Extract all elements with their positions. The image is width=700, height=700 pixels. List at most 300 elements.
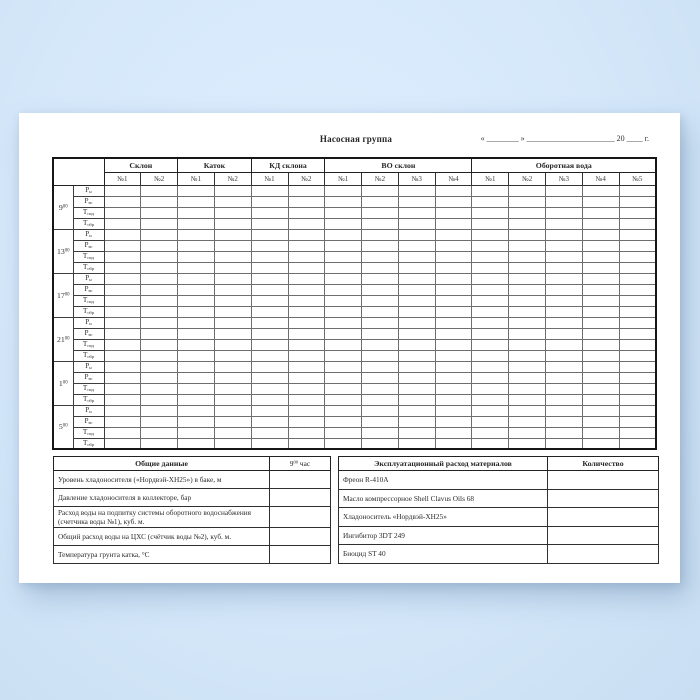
reading-cell — [104, 273, 141, 284]
reading-cell — [472, 416, 509, 427]
reading-cell — [582, 240, 619, 251]
quantity-header: Количество — [548, 457, 659, 471]
material-row-label: Фреон R-410A — [339, 471, 548, 490]
reading-cell — [325, 416, 362, 427]
reading-cell — [619, 207, 656, 218]
parameter-label: $Р_н$ — [73, 273, 104, 284]
reading-cell — [288, 427, 325, 438]
reading-cell — [362, 306, 399, 317]
reading-cell — [251, 273, 288, 284]
reading-cell — [214, 438, 251, 449]
reading-cell — [435, 196, 472, 207]
reading-cell — [398, 438, 435, 449]
parameter-label: $Т_{обр}$ — [73, 218, 104, 229]
reading-cell — [619, 339, 656, 350]
reading-cell — [509, 273, 546, 284]
reading-cell — [214, 416, 251, 427]
parameter-label: $Т_{обр}$ — [73, 438, 104, 449]
reading-cell — [435, 405, 472, 416]
reading-cell — [398, 284, 435, 295]
reading-cell — [141, 207, 178, 218]
reading-cell — [251, 196, 288, 207]
reading-cell — [214, 383, 251, 394]
reading-cell — [546, 229, 583, 240]
reading-cell — [178, 372, 215, 383]
reading-cell — [141, 438, 178, 449]
parameter-label: $Р_{вс}$ — [73, 372, 104, 383]
date-close-quote: » — [520, 134, 525, 143]
reading-cell — [509, 262, 546, 273]
reading-cell — [288, 317, 325, 328]
reading-cell — [472, 207, 509, 218]
reading-cell — [509, 405, 546, 416]
reading-cell — [362, 350, 399, 361]
reading-cell — [398, 251, 435, 262]
reading-cell — [582, 284, 619, 295]
reading-cell — [288, 416, 325, 427]
reading-cell — [141, 196, 178, 207]
reading-cell — [288, 273, 325, 284]
reading-cell — [398, 262, 435, 273]
reading-cell — [325, 273, 362, 284]
reading-cell — [398, 196, 435, 207]
reading-cell — [214, 350, 251, 361]
reading-cell — [398, 394, 435, 405]
material-quantity-cell — [548, 489, 659, 508]
reading-cell — [472, 306, 509, 317]
reading-cell — [104, 196, 141, 207]
reading-cell — [472, 218, 509, 229]
reading-cell — [104, 350, 141, 361]
time-label: $17^{00}$ — [53, 273, 73, 317]
reading-cell — [398, 273, 435, 284]
reading-cell — [325, 405, 362, 416]
reading-cell — [214, 372, 251, 383]
general-row-label: Расход воды на подпитку системы оборотного водоснабжения (счетчика воды №1), куб. м. — [54, 507, 270, 528]
reading-cell — [546, 405, 583, 416]
reading-cell — [435, 240, 472, 251]
reading-cell — [509, 207, 546, 218]
reading-cell — [362, 218, 399, 229]
general-row-label: Температура грунта катка, °С — [54, 546, 270, 564]
reading-cell — [509, 218, 546, 229]
reading-cell — [325, 361, 362, 372]
reading-cell — [435, 438, 472, 449]
reading-cell — [546, 273, 583, 284]
reading-cell — [288, 328, 325, 339]
reading-cell — [288, 372, 325, 383]
reading-cell — [178, 218, 215, 229]
reading-cell — [104, 262, 141, 273]
reading-cell — [509, 394, 546, 405]
reading-cell — [104, 240, 141, 251]
reading-cell — [619, 350, 656, 361]
reading-cell — [362, 317, 399, 328]
reading-cell — [178, 185, 215, 196]
reading-cell — [546, 438, 583, 449]
reading-cell — [509, 383, 546, 394]
material-row-label: Хладоноситель «Нордвэй-ХН25» — [339, 508, 548, 527]
reading-cell — [104, 361, 141, 372]
reading-cell — [362, 273, 399, 284]
reading-cell — [214, 394, 251, 405]
reading-cell — [362, 185, 399, 196]
parameter-label: $Т_{обр}$ — [73, 306, 104, 317]
reading-cell — [141, 262, 178, 273]
reading-cell — [362, 405, 399, 416]
general-value-cell — [270, 489, 331, 507]
reading-cell — [435, 350, 472, 361]
reading-cell — [509, 372, 546, 383]
reading-cell — [472, 405, 509, 416]
reading-cell — [178, 427, 215, 438]
reading-cell — [141, 394, 178, 405]
reading-cell — [251, 383, 288, 394]
column-number-header: №1 — [104, 172, 141, 185]
reading-cell — [619, 306, 656, 317]
reading-cell — [398, 361, 435, 372]
reading-cell — [251, 317, 288, 328]
parameter-label: $Р_н$ — [73, 361, 104, 372]
reading-cell — [509, 229, 546, 240]
reading-cell — [362, 383, 399, 394]
reading-cell — [141, 350, 178, 361]
reading-cell — [251, 427, 288, 438]
reading-cell — [325, 394, 362, 405]
reading-cell — [619, 262, 656, 273]
reading-cell — [325, 427, 362, 438]
reading-cell — [214, 427, 251, 438]
reading-cell — [398, 383, 435, 394]
reading-cell — [178, 339, 215, 350]
reading-cell — [619, 328, 656, 339]
reading-cell — [582, 383, 619, 394]
date-day-blank: ________ — [486, 134, 519, 143]
reading-cell — [435, 273, 472, 284]
reading-cell — [546, 372, 583, 383]
reading-cell — [398, 240, 435, 251]
parameter-label: $Р_{вс}$ — [73, 196, 104, 207]
readings-table — [52, 157, 657, 450]
column-group-header: ВО склон — [325, 158, 472, 172]
reading-cell — [141, 229, 178, 240]
general-row-label: Давление хладоносителя в коллекторе, бар — [54, 489, 270, 507]
reading-cell — [214, 284, 251, 295]
reading-cell — [251, 240, 288, 251]
column-group-header: Склон — [104, 158, 178, 172]
reading-cell — [214, 240, 251, 251]
reading-cell — [141, 427, 178, 438]
reading-cell — [104, 383, 141, 394]
reading-cell — [546, 427, 583, 438]
reading-cell — [509, 438, 546, 449]
reading-cell — [509, 427, 546, 438]
reading-cell — [141, 339, 178, 350]
reading-cell — [325, 438, 362, 449]
reading-cell — [362, 262, 399, 273]
reading-cell — [398, 405, 435, 416]
reading-cell — [435, 317, 472, 328]
reading-cell — [472, 273, 509, 284]
reading-cell — [362, 207, 399, 218]
reading-cell — [288, 207, 325, 218]
reading-cell — [288, 438, 325, 449]
reading-cell — [435, 372, 472, 383]
reading-cell — [546, 328, 583, 339]
reading-cell — [398, 372, 435, 383]
reading-cell — [509, 339, 546, 350]
reading-cell — [398, 328, 435, 339]
reading-cell — [362, 251, 399, 262]
parameter-label: $Р_{вс}$ — [73, 328, 104, 339]
reading-cell — [178, 383, 215, 394]
reading-cell — [619, 229, 656, 240]
date-open-quote: « — [480, 134, 485, 143]
reading-cell — [251, 328, 288, 339]
reading-cell — [435, 394, 472, 405]
reading-cell — [362, 196, 399, 207]
reading-cell — [104, 405, 141, 416]
reading-cell — [619, 185, 656, 196]
reading-cell — [435, 284, 472, 295]
reading-cell — [178, 295, 215, 306]
reading-cell — [582, 427, 619, 438]
reading-cell — [546, 218, 583, 229]
reading-cell — [472, 240, 509, 251]
reading-cell — [582, 339, 619, 350]
reading-cell — [251, 185, 288, 196]
general-row-label: Уровень хладоносителя («Нордвэй-ХН25») в баке, м — [54, 471, 270, 489]
reading-cell — [325, 306, 362, 317]
parameter-label: $Т_{под}$ — [73, 383, 104, 394]
reading-cell — [288, 350, 325, 361]
column-group-header: Каток — [178, 158, 252, 172]
parameter-label: $Р_н$ — [73, 185, 104, 196]
reading-cell — [546, 207, 583, 218]
column-number-header: №3 — [398, 172, 435, 185]
reading-cell — [214, 251, 251, 262]
reading-cell — [325, 185, 362, 196]
reading-cell — [582, 394, 619, 405]
materials-table — [338, 456, 659, 564]
reading-cell — [509, 306, 546, 317]
parameter-label: $Т_{под}$ — [73, 339, 104, 350]
reading-cell — [288, 284, 325, 295]
reading-cell — [325, 295, 362, 306]
material-quantity-cell — [548, 508, 659, 527]
column-number-header: №4 — [435, 172, 472, 185]
reading-cell — [288, 394, 325, 405]
reading-cell — [251, 350, 288, 361]
reading-cell — [178, 229, 215, 240]
reading-cell — [214, 339, 251, 350]
reading-cell — [546, 306, 583, 317]
reading-cell — [619, 405, 656, 416]
reading-cell — [619, 240, 656, 251]
reading-cell — [509, 361, 546, 372]
material-quantity-cell — [548, 545, 659, 564]
document-title: Насосная группа — [319, 134, 393, 144]
time-label: $13^{00}$ — [53, 229, 73, 273]
parameter-label: $Т_{под}$ — [73, 251, 104, 262]
reading-cell — [325, 207, 362, 218]
reading-cell — [104, 328, 141, 339]
reading-cell — [141, 284, 178, 295]
reading-cell — [251, 361, 288, 372]
reading-cell — [435, 251, 472, 262]
reading-cell — [619, 295, 656, 306]
date-year-suffix: г. — [644, 134, 649, 143]
reading-cell — [288, 185, 325, 196]
reading-cell — [288, 295, 325, 306]
reading-cell — [398, 218, 435, 229]
reading-cell — [582, 306, 619, 317]
reading-cell — [509, 251, 546, 262]
reading-cell — [582, 251, 619, 262]
reading-cell — [509, 317, 546, 328]
reading-cell — [472, 251, 509, 262]
reading-cell — [141, 405, 178, 416]
reading-cell — [325, 372, 362, 383]
reading-cell — [435, 416, 472, 427]
reading-cell — [251, 229, 288, 240]
reading-cell — [509, 284, 546, 295]
reading-cell — [141, 361, 178, 372]
reading-cell — [472, 295, 509, 306]
reading-cell — [141, 372, 178, 383]
reading-cell — [214, 273, 251, 284]
reading-cell — [619, 372, 656, 383]
reading-cell — [178, 196, 215, 207]
reading-cell — [619, 427, 656, 438]
reading-cell — [435, 306, 472, 317]
reading-cell — [472, 427, 509, 438]
reading-cell — [362, 427, 399, 438]
reading-cell — [214, 207, 251, 218]
parameter-label: $Т_{обр}$ — [73, 394, 104, 405]
parameter-label: $Т_{обр}$ — [73, 262, 104, 273]
reading-cell — [435, 361, 472, 372]
reading-cell — [472, 361, 509, 372]
reading-cell — [178, 438, 215, 449]
reading-cell — [398, 317, 435, 328]
reading-cell — [582, 218, 619, 229]
material-row-label: Ингибитор 3DT 249 — [339, 526, 548, 545]
reading-cell — [509, 295, 546, 306]
reading-cell — [288, 196, 325, 207]
reading-cell — [288, 251, 325, 262]
reading-cell — [251, 339, 288, 350]
reading-cell — [362, 328, 399, 339]
reading-cell — [435, 185, 472, 196]
reading-cell — [472, 262, 509, 273]
time-label: $9^{00}$ — [53, 185, 73, 229]
reading-cell — [362, 240, 399, 251]
reading-cell — [325, 350, 362, 361]
reading-cell — [509, 416, 546, 427]
reading-cell — [472, 383, 509, 394]
reading-cell — [104, 339, 141, 350]
reading-cell — [398, 427, 435, 438]
reading-cell — [619, 273, 656, 284]
reading-cell — [435, 218, 472, 229]
reading-cell — [325, 218, 362, 229]
column-number-header: №4 — [582, 172, 619, 185]
reading-cell — [141, 240, 178, 251]
reading-cell — [141, 317, 178, 328]
reading-cell — [582, 361, 619, 372]
reading-cell — [141, 328, 178, 339]
reading-cell — [582, 372, 619, 383]
reading-cell — [619, 361, 656, 372]
parameter-label: $Р_н$ — [73, 229, 104, 240]
reading-cell — [509, 240, 546, 251]
column-number-header: №2 — [288, 172, 325, 185]
reading-cell — [104, 284, 141, 295]
reading-cell — [472, 229, 509, 240]
corner-cell — [53, 158, 104, 185]
column-number-header: №1 — [472, 172, 509, 185]
reading-cell — [546, 383, 583, 394]
reading-cell — [582, 262, 619, 273]
reading-cell — [104, 317, 141, 328]
general-value-cell — [270, 507, 331, 528]
column-number-header: №2 — [141, 172, 178, 185]
reading-cell — [325, 229, 362, 240]
reading-cell — [178, 306, 215, 317]
reading-cell — [214, 405, 251, 416]
reading-cell — [104, 394, 141, 405]
reading-cell — [362, 361, 399, 372]
reading-cell — [582, 438, 619, 449]
reading-cell — [546, 394, 583, 405]
reading-cell — [325, 328, 362, 339]
reading-cell — [325, 251, 362, 262]
reading-cell — [509, 328, 546, 339]
reading-cell — [619, 196, 656, 207]
reading-cell — [178, 207, 215, 218]
reading-cell — [546, 240, 583, 251]
reading-cell — [362, 284, 399, 295]
reading-cell — [288, 339, 325, 350]
reading-cell — [214, 306, 251, 317]
reading-cell — [214, 185, 251, 196]
reading-cell — [546, 339, 583, 350]
general-data-table — [53, 456, 331, 564]
reading-cell — [104, 251, 141, 262]
reading-cell — [104, 207, 141, 218]
reading-cell — [251, 284, 288, 295]
reading-cell — [104, 218, 141, 229]
time-label: $21^{00}$ — [53, 317, 73, 361]
material-quantity-cell — [548, 526, 659, 545]
reading-cell — [582, 207, 619, 218]
reading-cell — [141, 295, 178, 306]
reading-cell — [178, 284, 215, 295]
reading-cell — [288, 240, 325, 251]
reading-cell — [141, 416, 178, 427]
parameter-label: $Р_н$ — [73, 405, 104, 416]
parameter-label: $Р_{вс}$ — [73, 284, 104, 295]
reading-cell — [619, 218, 656, 229]
parameter-label: $Т_{под}$ — [73, 295, 104, 306]
reading-cell — [546, 196, 583, 207]
reading-cell — [325, 284, 362, 295]
reading-cell — [435, 207, 472, 218]
parameter-label: $Р_н$ — [73, 317, 104, 328]
reading-cell — [546, 361, 583, 372]
reading-cell — [546, 350, 583, 361]
